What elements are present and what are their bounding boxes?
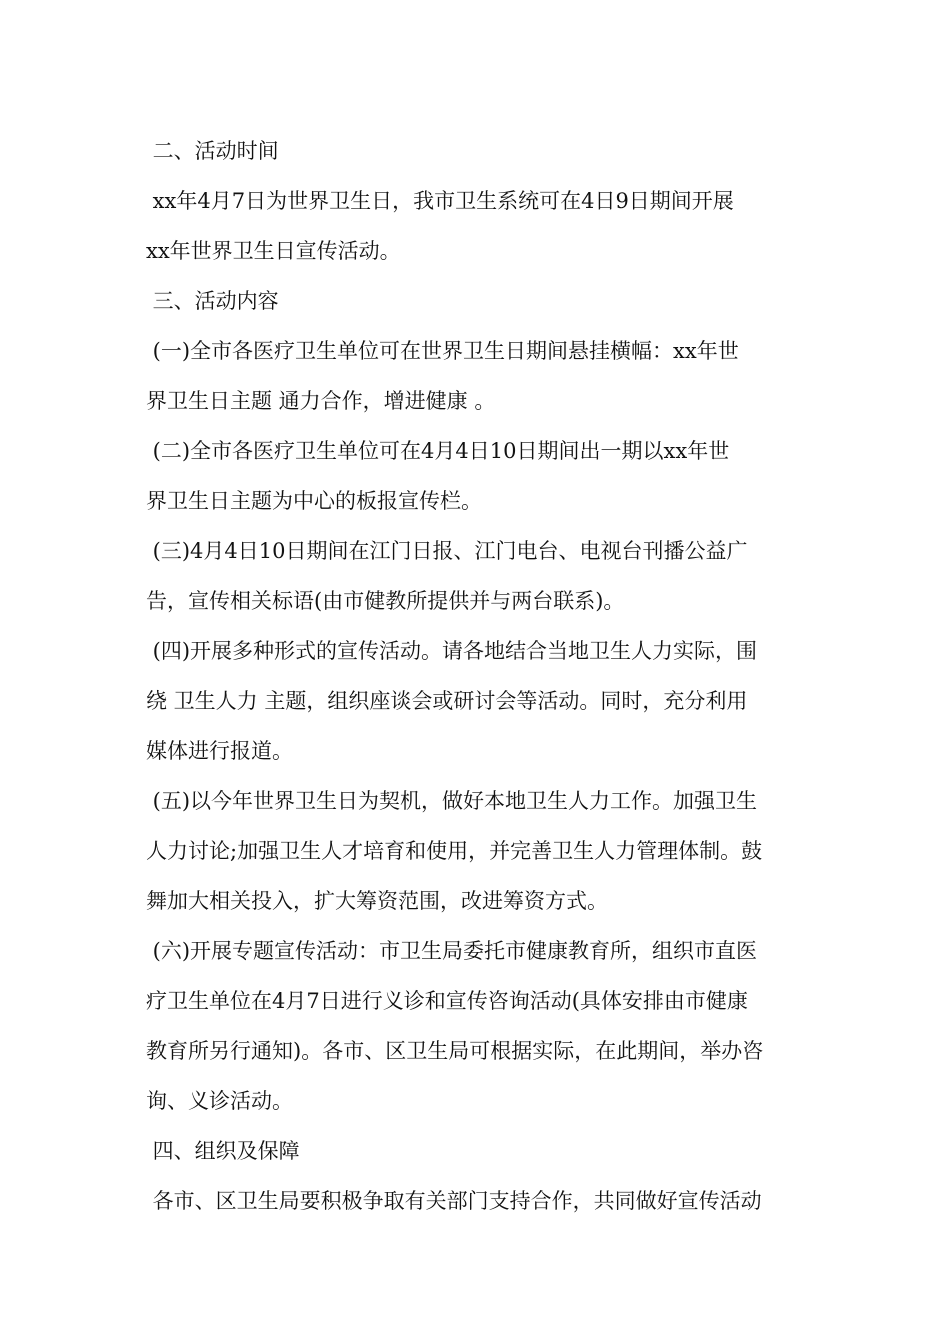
text-line: xx年世界卫生日宣传活动。 <box>146 239 401 263</box>
text-line: (五)以今年世界卫生日为契机，做好本地卫生人力工作。加强卫生 <box>146 789 758 813</box>
text-line: 界卫生日主题 通力合作，增进健康 。 <box>146 389 496 413</box>
text-line: 告，宣传相关标语(由市健教所提供并与两台联系)。 <box>146 589 625 613</box>
text-line: 人力讨论;加强卫生人才培育和使用，并完善卫生人力管理体制。鼓 <box>146 839 763 863</box>
text-line: (二)全市各医疗卫生单位可在4月4日10日期间出一期以xx年世 <box>146 439 730 463</box>
heading-organization: 四、组织及保障 <box>146 1139 300 1163</box>
text-line: (六)开展专题宣传活动：市卫生局委托市健康教育所，组织市直医 <box>146 939 758 963</box>
heading-activity-content: 三、活动内容 <box>146 289 279 313</box>
text-line: 舞加大相关投入，扩大筹资范围，改进筹资方式。 <box>146 889 608 913</box>
text-line: (一)全市各医疗卫生单位可在世界卫生日期间悬挂横幅：xx年世 <box>146 339 739 363</box>
text-line: 询、义诊活动。 <box>146 1089 293 1113</box>
text-line: xx年4月7日为世界卫生日，我市卫生系统可在4日9日期间开展 <box>146 189 734 213</box>
text-line: (四)开展多种形式的宣传活动。请各地结合当地卫生人力实际，围 <box>146 639 758 663</box>
text-line: 疗卫生单位在4月7日进行义诊和宣传咨询活动(具体安排由市健康 <box>146 989 748 1013</box>
text-line: 界卫生日主题为中心的板报宣传栏。 <box>146 489 482 513</box>
text-line: (三)4月4日10日期间在江门日报、江门电台、电视台刊播公益广 <box>146 539 748 563</box>
text-line: 教育所另行通知)。各市、区卫生局可根据实际，在此期间，举办咨 <box>146 1039 764 1063</box>
text-line: 媒体进行报道。 <box>146 739 293 763</box>
heading-activity-time: 二、活动时间 <box>146 139 279 163</box>
text-line: 各市、区卫生局要积极争取有关部门支持合作，共同做好宣传活动 <box>146 1189 762 1213</box>
text-line: 绕 卫生人力 主题，组织座谈会或研讨会等活动。同时，充分利用 <box>146 689 748 713</box>
